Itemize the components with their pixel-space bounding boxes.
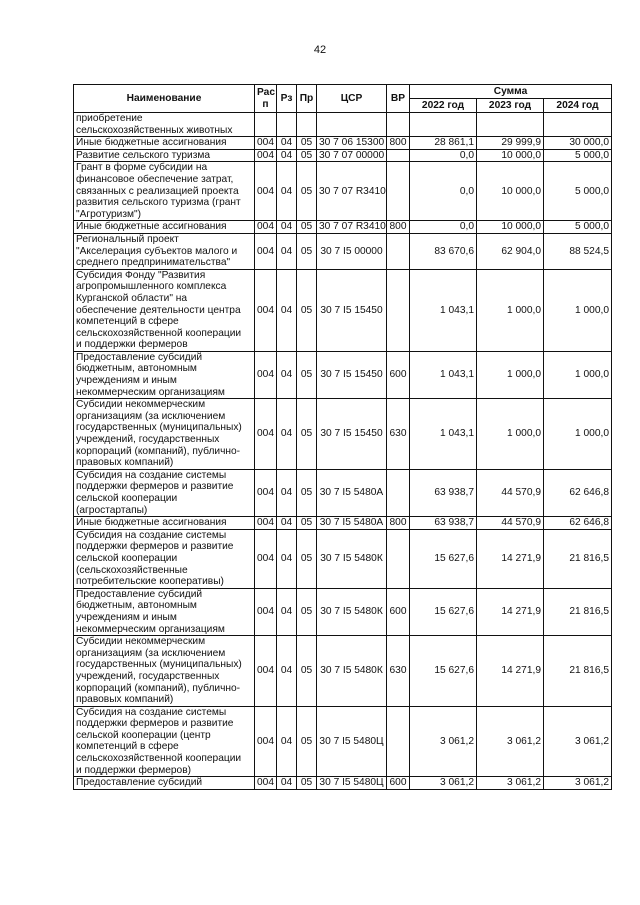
cell-rasp: 004 — [255, 351, 277, 398]
cell-rasp: 004 — [255, 221, 277, 234]
cell-y2024: 21 816,5 — [544, 529, 612, 588]
cell-y2023: 14 271,9 — [477, 588, 544, 635]
cell-vr: 630 — [387, 636, 410, 707]
row-name-line: поддержки фермеров и развитие — [76, 481, 234, 493]
cell-rz: 04 — [277, 137, 297, 150]
table-row — [74, 137, 612, 150]
cell-rasp: 004 — [255, 233, 277, 269]
row-name — [74, 399, 255, 470]
cell-pr: 05 — [297, 149, 317, 162]
cell-vr: 800 — [387, 137, 410, 150]
cell-y2023: 3 061,2 — [477, 777, 544, 790]
cell-y2023: 10 000,0 — [477, 149, 544, 162]
cell-csr: 30 7 I5 15450 — [317, 351, 387, 398]
cell-y2022: 63 938,7 — [410, 469, 477, 516]
row-name-line: Предоставление субсидий — [76, 777, 203, 789]
row-name-line: Субсидия на создание системы — [76, 469, 227, 481]
row-name-line: государственных (муниципальных) — [76, 422, 242, 434]
row-name — [74, 149, 255, 162]
row-name-line: бюджетным, автономным — [76, 600, 197, 612]
row-name-line: сельской кооперации — [76, 493, 178, 504]
row-name — [74, 113, 255, 137]
cell-y2022: 0,0 — [410, 162, 477, 221]
header-rz: Рз — [277, 85, 297, 113]
cell-rasp — [255, 113, 277, 137]
row-name-line: Развитие сельского туризма — [76, 149, 211, 161]
cell-vr: 630 — [387, 399, 410, 470]
table-row — [74, 706, 612, 777]
row-name-line: сельскохозяйственной кооперации — [76, 753, 242, 765]
cell-y2024: 62 646,8 — [544, 469, 612, 516]
cell-rz: 04 — [277, 221, 297, 234]
row-name — [74, 162, 255, 221]
cell-vr — [387, 113, 410, 137]
row-name — [74, 517, 255, 530]
row-name-line: Иные бюджетные ассигнования — [76, 137, 227, 149]
cell-csr: 30 7 I5 15450 — [317, 269, 387, 351]
cell-y2023: 1 000,0 — [477, 269, 544, 351]
cell-vr — [387, 529, 410, 588]
table-row — [74, 636, 612, 707]
row-name — [74, 777, 255, 790]
cell-vr — [387, 162, 410, 221]
cell-y2022: 1 043,1 — [410, 399, 477, 470]
cell-pr: 05 — [297, 588, 317, 635]
cell-y2022: 3 061,2 — [410, 706, 477, 777]
cell-y2024: 30 000,0 — [544, 137, 612, 150]
cell-vr — [387, 149, 410, 162]
row-name-line: Субсидии некоммерческим — [76, 399, 206, 411]
cell-pr: 05 — [297, 269, 317, 351]
cell-rz: 04 — [277, 233, 297, 269]
cell-rasp: 004 — [255, 517, 277, 530]
cell-y2022: 63 938,7 — [410, 517, 477, 530]
cell-csr: 30 7 I5 15450 — [317, 399, 387, 470]
row-name-line: Предоставление субсидий — [76, 588, 203, 600]
cell-csr: 30 7 07 00000 — [317, 149, 387, 162]
table-row — [74, 221, 612, 234]
row-name — [74, 269, 255, 351]
table-body — [74, 113, 612, 790]
row-name-line: Иные бюджетные ассигнования — [76, 517, 227, 529]
cell-rz: 04 — [277, 777, 297, 790]
row-name-line: и поддержки фермеров) — [76, 764, 192, 776]
cell-rz: 04 — [277, 149, 297, 162]
row-name-line: (агростартапы) — [76, 504, 148, 516]
cell-pr: 05 — [297, 233, 317, 269]
cell-y2024: 21 816,5 — [544, 588, 612, 635]
cell-y2023: 44 570,9 — [477, 469, 544, 516]
cell-pr: 05 — [297, 399, 317, 470]
cell-y2023: 10 000,0 — [477, 221, 544, 234]
cell-y2023: 14 271,9 — [477, 529, 544, 588]
cell-csr — [317, 113, 387, 137]
cell-y2024: 21 816,5 — [544, 636, 612, 707]
row-name-line: компетенций в сфере — [76, 316, 179, 328]
cell-y2024: 1 000,0 — [544, 351, 612, 398]
row-name-line: "Акселерация субъектов малого и — [76, 245, 238, 257]
cell-rasp: 004 — [255, 269, 277, 351]
row-name-line: Субсидия на создание системы — [76, 529, 227, 541]
row-name-line: финансовое обеспечение затрат, — [76, 173, 234, 185]
row-name-line: среднего предпринимательства" — [76, 257, 231, 269]
cell-y2023: 1 000,0 — [477, 399, 544, 470]
cell-rasp: 004 — [255, 588, 277, 635]
cell-y2024: 5 000,0 — [544, 221, 612, 234]
cell-y2023: 44 570,9 — [477, 517, 544, 530]
cell-rasp: 004 — [255, 706, 277, 777]
cell-csr: 30 7 I5 5480К — [317, 636, 387, 707]
cell-vr — [387, 269, 410, 351]
cell-pr: 05 — [297, 706, 317, 777]
header-vr: ВР — [387, 85, 410, 113]
cell-y2023: 1 000,0 — [477, 351, 544, 398]
cell-rz — [277, 113, 297, 137]
row-name-line: сельской кооперации (центр — [76, 729, 211, 741]
cell-pr: 05 — [297, 221, 317, 234]
row-name-line: Региональный проект — [76, 233, 179, 245]
cell-rasp: 004 — [255, 149, 277, 162]
table-row — [74, 399, 612, 470]
cell-csr: 30 7 I5 5480К — [317, 588, 387, 635]
row-name-line: правовых компаний) — [76, 694, 174, 706]
cell-y2022: 28 861,1 — [410, 137, 477, 150]
cell-rz: 04 — [277, 351, 297, 398]
cell-y2024: 5 000,0 — [544, 162, 612, 221]
table-row — [74, 351, 612, 398]
cell-csr: 30 7 I5 5480Ц — [317, 777, 387, 790]
cell-pr: 05 — [297, 162, 317, 221]
row-name-line: агропромышленного комплекса — [76, 281, 227, 293]
cell-vr: 800 — [387, 517, 410, 530]
header-2022: 2022 год — [410, 99, 477, 113]
table-row — [74, 233, 612, 269]
row-name-line: сельскохозяйственной кооперации — [76, 327, 242, 339]
row-name-line: организациям (за исключением — [76, 647, 226, 659]
row-name-line: компетенций в сфере — [76, 741, 179, 753]
cell-y2022: 1 043,1 — [410, 269, 477, 351]
cell-vr: 600 — [387, 588, 410, 635]
cell-y2022: 83 670,6 — [410, 233, 477, 269]
row-name-line: Субсидия Фонду "Развития — [76, 269, 206, 281]
cell-pr: 05 — [297, 636, 317, 707]
cell-y2022: 15 627,6 — [410, 529, 477, 588]
cell-vr — [387, 233, 410, 269]
row-name — [74, 469, 255, 516]
cell-rz: 04 — [277, 706, 297, 777]
cell-rz: 04 — [277, 636, 297, 707]
row-name-line: и поддержки фермеров — [76, 339, 188, 351]
cell-csr: 30 7 06 15300 — [317, 137, 387, 150]
cell-y2024: 1 000,0 — [544, 399, 612, 470]
cell-pr: 05 — [297, 351, 317, 398]
cell-csr: 30 7 07 R3410 — [317, 221, 387, 234]
cell-rasp: 004 — [255, 162, 277, 221]
row-name-line: корпораций (компаний), публично- — [76, 445, 241, 457]
row-name-line: развития сельского туризма (грант — [76, 197, 241, 209]
cell-y2022: 3 061,2 — [410, 777, 477, 790]
table-row — [74, 517, 612, 530]
cell-rasp: 004 — [255, 777, 277, 790]
row-name-line: связанных с реализацией проекта — [76, 185, 239, 197]
row-name-line: потребительские кооперативы) — [76, 576, 224, 588]
row-name-line: Предоставление субсидий — [76, 351, 203, 363]
table-row — [74, 162, 612, 221]
cell-y2022 — [410, 113, 477, 137]
row-name — [74, 351, 255, 398]
cell-vr — [387, 469, 410, 516]
table-row — [74, 588, 612, 635]
cell-y2022: 0,0 — [410, 221, 477, 234]
cell-y2022: 15 627,6 — [410, 588, 477, 635]
cell-rasp: 004 — [255, 529, 277, 588]
cell-y2024: 62 646,8 — [544, 517, 612, 530]
row-name-line: Грант в форме субсидии на — [76, 162, 208, 174]
row-name-line: приобретение — [76, 113, 143, 124]
cell-y2023: 62 904,0 — [477, 233, 544, 269]
cell-y2023 — [477, 113, 544, 137]
header-pr: Пр — [297, 85, 317, 113]
row-name-line: учреждений, государственных — [76, 434, 220, 446]
cell-y2022: 15 627,6 — [410, 636, 477, 707]
header-sum: Сумма — [410, 85, 612, 99]
cell-y2024: 88 524,5 — [544, 233, 612, 269]
cell-pr: 05 — [297, 517, 317, 530]
cell-rz: 04 — [277, 162, 297, 221]
cell-rz: 04 — [277, 399, 297, 470]
row-name — [74, 706, 255, 777]
cell-y2022: 0,0 — [410, 149, 477, 162]
cell-rasp: 004 — [255, 636, 277, 707]
cell-csr: 30 7 I5 5480А — [317, 517, 387, 530]
cell-y2024 — [544, 113, 612, 137]
cell-y2023: 14 271,9 — [477, 636, 544, 707]
row-name — [74, 221, 255, 234]
row-name-line: "Агротуризм") — [76, 208, 142, 220]
row-name-line: учреждениям и иным — [76, 375, 177, 387]
table-header — [74, 85, 612, 113]
row-name-line: (сельскохозяйственные — [76, 564, 188, 576]
cell-rasp: 004 — [255, 469, 277, 516]
cell-vr: 600 — [387, 777, 410, 790]
header-2023: 2023 год — [477, 99, 544, 113]
table-row — [74, 469, 612, 516]
table-row — [74, 113, 612, 137]
cell-y2024: 3 061,2 — [544, 706, 612, 777]
page-number: 42 — [313, 44, 327, 56]
cell-pr: 05 — [297, 137, 317, 150]
cell-rasp: 004 — [255, 399, 277, 470]
cell-rz: 04 — [277, 469, 297, 516]
header-name: Наименование — [74, 85, 255, 113]
row-name — [74, 636, 255, 707]
cell-y2023: 10 000,0 — [477, 162, 544, 221]
row-name-line: поддержки фермеров и развитие — [76, 541, 234, 553]
row-name-line: организациям (за исключением — [76, 410, 226, 422]
row-name-line: сельскохозяйственных животных — [76, 124, 233, 136]
cell-csr: 30 7 I5 5480Ц — [317, 706, 387, 777]
row-name-line: Иные бюджетные ассигнования — [76, 221, 227, 233]
row-name-line: бюджетным, автономным — [76, 363, 197, 375]
header-rasp: Рас п — [255, 85, 277, 113]
cell-pr: 05 — [297, 777, 317, 790]
row-name-line: некоммерческим организациям — [76, 623, 225, 635]
cell-csr: 30 7 I5 5480К — [317, 529, 387, 588]
table-row — [74, 529, 612, 588]
row-name — [74, 529, 255, 588]
table-row — [74, 149, 612, 162]
table-row — [74, 777, 612, 790]
row-name-line: государственных (муниципальных) — [76, 659, 242, 671]
cell-vr: 600 — [387, 351, 410, 398]
cell-pr: 05 — [297, 469, 317, 516]
cell-csr: 30 7 07 R3410 — [317, 162, 387, 221]
cell-rz: 04 — [277, 529, 297, 588]
header-2024: 2024 год — [544, 99, 612, 113]
cell-rz: 04 — [277, 588, 297, 635]
cell-rasp: 004 — [255, 137, 277, 150]
cell-csr: 30 7 I5 5480А — [317, 469, 387, 516]
table-row — [74, 269, 612, 351]
row-name-line: сельской кооперации — [76, 552, 178, 564]
cell-vr — [387, 706, 410, 777]
row-name-line: обеспечение деятельности центра — [76, 304, 241, 316]
cell-y2024: 5 000,0 — [544, 149, 612, 162]
row-name-line: Курганской области" на — [76, 292, 188, 304]
row-name-line: поддержки фермеров и развитие — [76, 718, 234, 730]
row-name-line: правовых компаний) — [76, 457, 174, 469]
row-name — [74, 233, 255, 269]
row-name — [74, 137, 255, 150]
row-name-line: учреждениям и иным — [76, 611, 177, 623]
cell-rz: 04 — [277, 517, 297, 530]
budget-table — [73, 84, 612, 790]
cell-y2024: 3 061,2 — [544, 777, 612, 790]
row-name-line: некоммерческим организациям — [76, 386, 225, 398]
cell-csr: 30 7 I5 00000 — [317, 233, 387, 269]
row-name-line: Субсидия на создание системы — [76, 706, 227, 718]
cell-vr: 800 — [387, 221, 410, 234]
cell-rz: 04 — [277, 269, 297, 351]
cell-pr: 05 — [297, 529, 317, 588]
cell-y2024: 1 000,0 — [544, 269, 612, 351]
cell-y2023: 29 999,9 — [477, 137, 544, 150]
cell-y2023: 3 061,2 — [477, 706, 544, 777]
cell-pr — [297, 113, 317, 137]
cell-y2022: 1 043,1 — [410, 351, 477, 398]
header-csr: ЦСР — [317, 85, 387, 113]
row-name-line: корпораций (компаний), публично- — [76, 682, 241, 694]
row-name — [74, 588, 255, 635]
row-name-line: Субсидии некоммерческим — [76, 636, 206, 648]
row-name-line: учреждений, государственных — [76, 670, 220, 682]
